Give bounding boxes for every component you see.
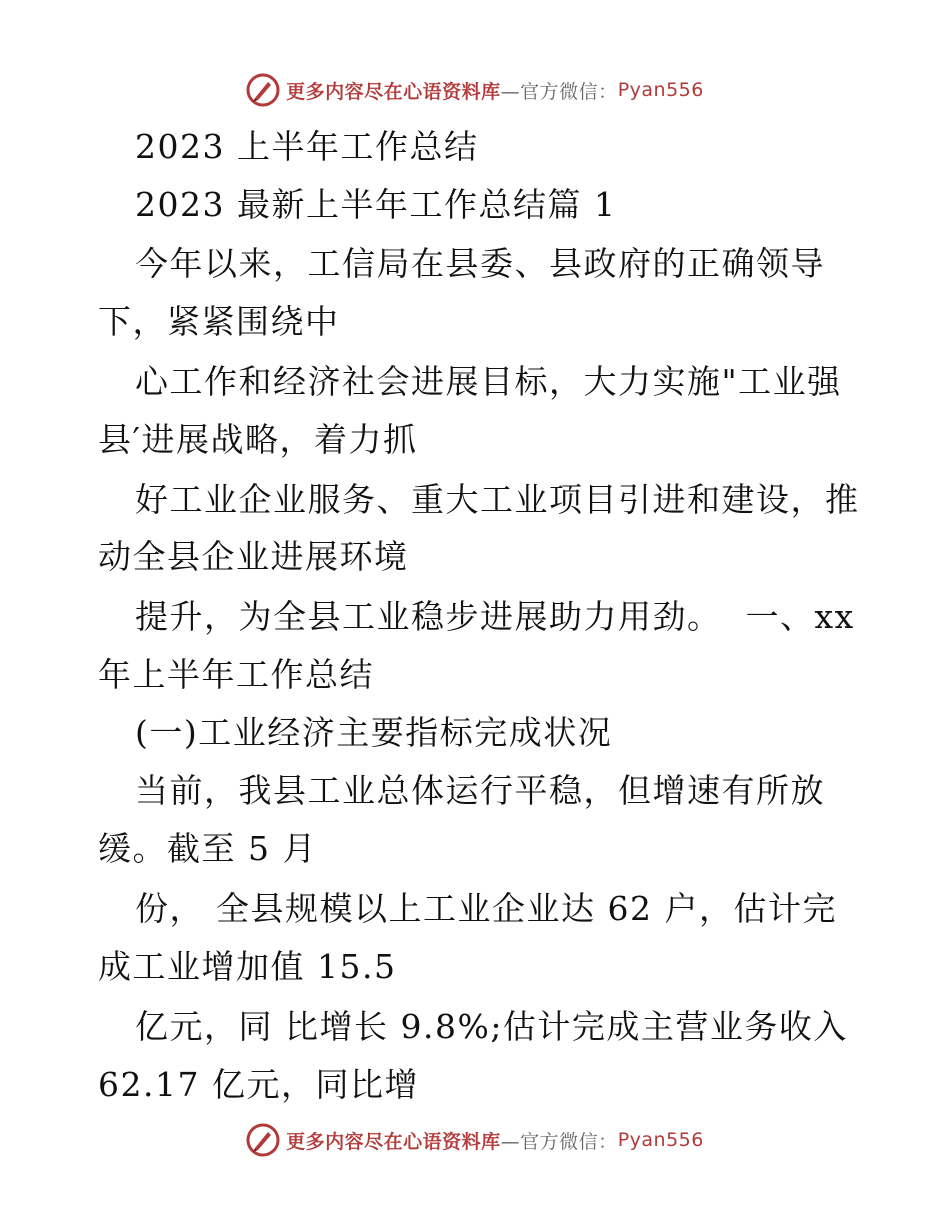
body-line: 年上半年工作总结 [98, 655, 374, 694]
document-subtitle: 2023 最新上半年工作总结篇 1 [135, 185, 617, 224]
body-line: 下，紧紧围绕中 [98, 302, 340, 341]
watermark-wechat-id: Pyan556 [617, 1129, 704, 1151]
body-line: 好工业企业服务、重大工业项目引进和建设，推 [135, 480, 860, 519]
watermark-main-text: 更多内容尽在心语资料库 [286, 1130, 501, 1153]
document-title: 2023 上半年工作总结 [135, 127, 479, 166]
body-line: 缓。截至 5 月 [98, 829, 317, 868]
watermark-header [0, 70, 950, 110]
body-line: 动全县企业进展环境 [98, 537, 409, 576]
quill-logo-icon [246, 73, 280, 107]
body-line: 当前，我县工业总体运行平稳，但增速有所放 [135, 771, 825, 810]
watermark-separator-text: —官方微信： [500, 80, 618, 103]
body-line: 份， 全县规模以上工业企业达 62 户，估计完 [135, 889, 837, 928]
watermark-main-text: 更多内容尽在心语资料库 [286, 80, 501, 103]
section-heading: (一)工业经济主要指标完成状况 [135, 713, 613, 752]
body-line: 成工业增加值 15.5 [98, 947, 397, 986]
body-line: 62.17 亿元，同比增 [98, 1065, 419, 1104]
watermark-wechat-id: Pyan556 [617, 79, 704, 101]
body-line: 提升，为全县工业稳步进展助力用劲。 一、xx [135, 597, 855, 636]
quill-logo-icon [246, 1123, 280, 1157]
watermark-footer [0, 1120, 950, 1160]
body-line: 县′进展战略，着力抓 [98, 420, 418, 459]
watermark-separator-text: —官方微信： [500, 1130, 618, 1153]
body-line: 亿元，同 比增长 9.8%;估计完成主营业务收入 [135, 1007, 848, 1046]
body-line: 心工作和经济社会进展目标，大力实施"工业强 [135, 362, 842, 401]
body-line: 今年以来，工信局在县委、县政府的正确领导 [135, 244, 825, 283]
